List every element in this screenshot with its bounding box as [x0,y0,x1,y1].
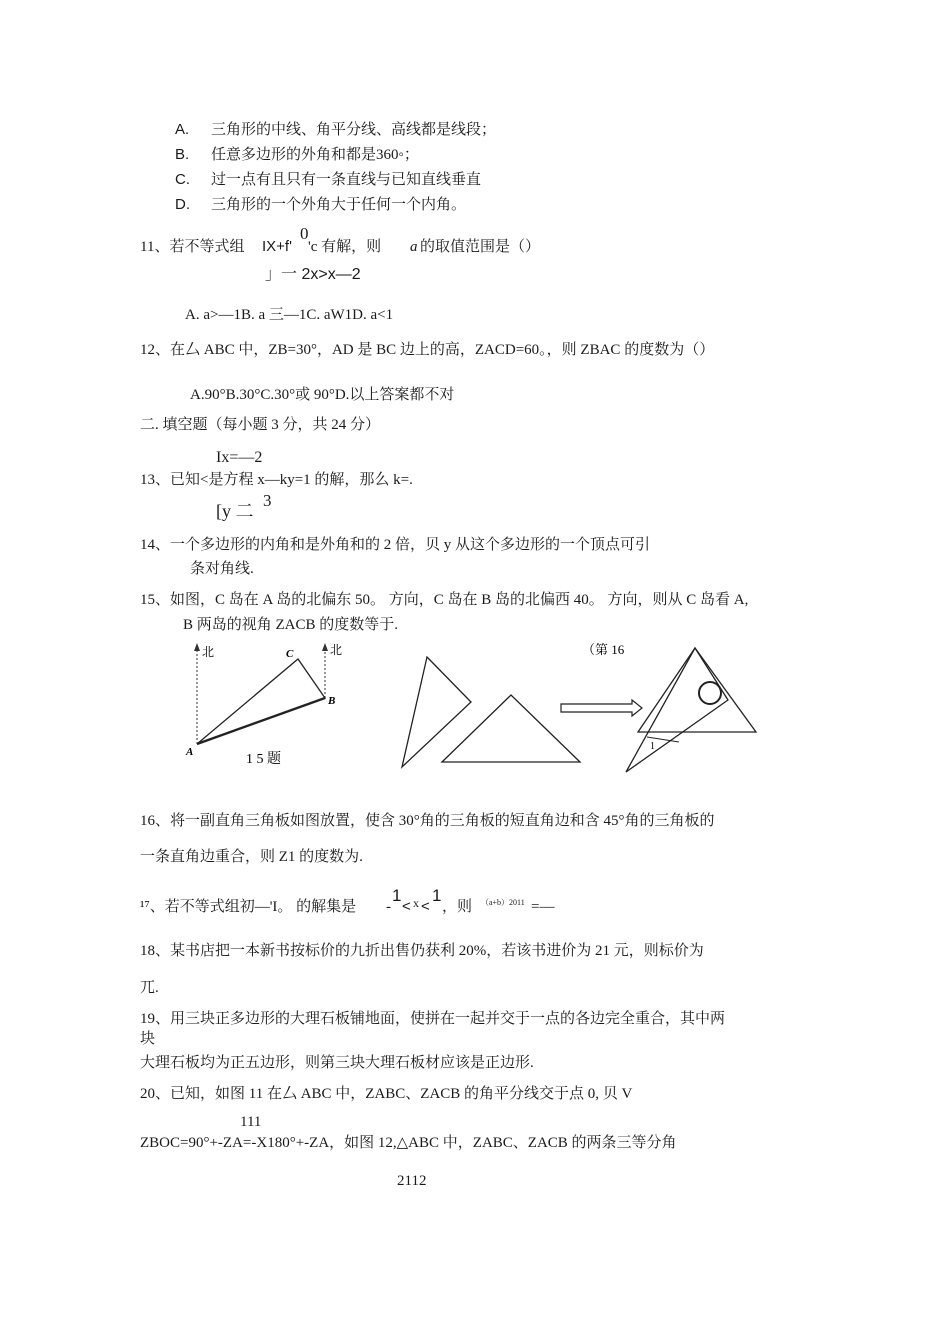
north-label-left: 北 [202,645,215,659]
q10-option-b-text: 任意多边形的外角和都是360◦； [211,147,419,163]
q12-options: A.90°B.30°C.30°或 90°D.以上答案都不对 [190,387,455,403]
q10-option-c-letter: C. [175,171,190,188]
q11-stem-b: IX+f' [262,238,292,255]
q14-line1: 14、一个多边形的内角和是外角和的 2 倍，贝 y 从这个多边形的一个顶点可引 [140,537,651,553]
q13-bottom-sup: 3 [263,491,272,510]
q19-line2: 块 [140,1031,156,1047]
q17-lt1: < [402,898,411,915]
triangle-30-left [402,657,471,767]
q10-option-a-text: 三角形的中线、角平分线、高线都是线段； [211,122,497,138]
q17-tail: ，则 [442,899,473,915]
q18-line2: 兀. [140,980,159,996]
figure-15 [180,640,360,770]
q11-line2: 」一 2x>x—2 [265,266,361,283]
q19-line1: 19、用三块正多边形的大理石板铺地面，使拼在一起并交于一点的各边完全重合，其中两 [140,1011,726,1027]
q16-line1: 16、将一副直角三角板如图放置，使含 30°角的三角板的短直角边和含 45°角的三角板的 [140,813,715,829]
label-b: B [328,695,336,707]
board-hole [699,682,721,704]
q10-option-d-text: 三角形的一个外角大于任何一个内角。 [211,197,467,213]
label-a: A [186,746,194,758]
arrow-right-icon [561,700,642,716]
q17-end: =— [531,899,555,915]
q11-stem-a: 11、若不等式组 [140,239,245,255]
q18-line1: 18、某书店把一本新书按标价的九折出售仍获利 20%，若该书进价为 21 元，则标价为 [140,943,704,959]
q11-stem-d: 的取值范围是（） [420,239,541,255]
q10-option-d-letter: D. [175,196,190,213]
q11-options: A. a>—1B. a 三—1C. aW1D. a<1 [185,307,394,323]
segment-ab [197,698,325,744]
north-arrow-a [194,643,200,651]
q11-stem-c: 'c 有解，则 [308,239,382,255]
label-c: C [286,648,294,660]
q12-stem: 12、在厶 ABC 中，ZB=30°，AD 是 BC 边上的高，ZACD=60。，则 ZBAC 的度数为（） [140,342,715,358]
q20-line1: 20、已知，如图 11 在厶 ABC 中，ZABC、ZACB 的角平分线交于点 0, 贝 V [140,1086,633,1102]
section-2-heading: 二. 填空题（每小题 3 分，共 24 分） [140,417,381,433]
triangle-30-right [626,648,728,772]
north-label-right: 北 [330,643,343,657]
q17-lt2: < [421,898,430,915]
q13-bottom: [y 二 [216,501,254,521]
q20-line2: ZBOC=90°+-ZA=-X180°+-ZA，如图 12,△ABC 中，ZABC、ZACB 的两条三等分角 [140,1135,677,1151]
q10-option-c-text: 过一点有且只有一条直线与已知直线垂直 [211,172,482,188]
north-arrow-b [322,643,328,651]
q10-option-a-letter: A. [175,121,190,138]
q17-sup1: 1 [392,886,402,905]
q15-line1: 15、如图，C 岛在 A 岛的北偏东 50。 方向，C 岛在 B 岛的北偏西 40。 方向，则从 C 岛看 A, [140,592,749,608]
q17-sup2: 1 [432,886,442,905]
angle-1-label: 1 [650,741,655,752]
q15-line2: B 两岛的视角 ZACB 的度数等于. [183,617,399,633]
q11-sup: 0 [300,224,309,243]
q10-option-b-letter: B. [175,146,190,163]
q13-top: Ix=—2 [216,449,263,466]
q20-fraction-numerators: 111 [240,1114,262,1130]
figure-15-caption: 1 5 题 [246,752,281,767]
q17-minus: - [386,899,391,915]
q17-prefix: ¹⁷、若不等式组初—'I。 的解集是 [140,899,357,915]
q16-line2: 一条直角边重合，则 Z1 的度数为. [140,849,363,865]
figure-16 [390,640,770,780]
q17-exponent: （a+b）2011 [481,898,525,907]
triangle-acb [197,659,325,744]
q14-line2: 条对角线. [190,561,254,577]
q19-line3: 大理石板均为正五边形，则第三块大理石板材应该是正边形. [140,1055,534,1071]
q20-fraction-denominators: 2112 [397,1173,427,1189]
triangle-45-left [442,695,580,762]
q13-stem: 13、已知<是方程 x—ky=1 的解，那么 k=. [140,472,413,488]
figure-16-caption: （第 16 [582,642,625,657]
q11-variable: a [410,239,418,255]
q17-x: x [413,896,419,910]
